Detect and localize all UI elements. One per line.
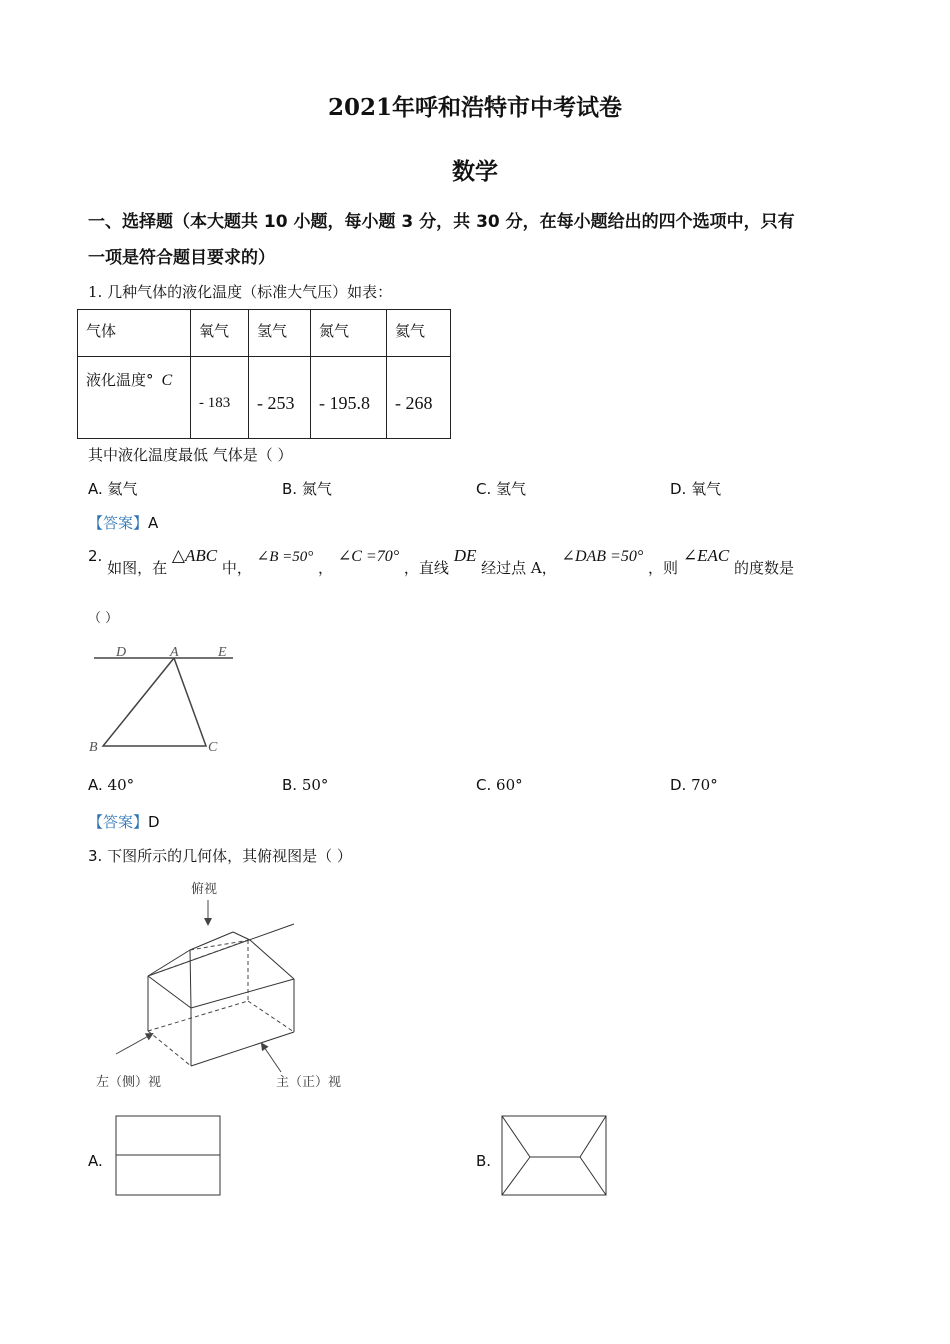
row-label-text: 液化温度°	[86, 371, 154, 389]
q2-math-angle-dab: ∠DAB =50°	[561, 548, 644, 565]
q2-text: ，直线	[403, 559, 449, 577]
q2-math-line-de: DE	[453, 546, 477, 565]
table-cell: - 195.8	[311, 357, 387, 439]
option-text: 40°	[107, 776, 135, 794]
q2-option-a	[88, 776, 134, 794]
q2-text: ，则	[648, 559, 679, 577]
q3-stem	[88, 845, 352, 866]
solid-hidden-edges	[148, 940, 294, 1066]
q2-option-d	[670, 776, 718, 794]
q3-stem-text: 下图所示的几何体，其俯视图是（ ）	[107, 847, 352, 865]
front-view-arrow	[262, 1044, 281, 1072]
q1-stem: 1. 几种气体的液化温度（标准大气压）如表：	[88, 283, 393, 301]
option-text: 氢气	[496, 480, 527, 498]
q2-triangle-figure	[88, 638, 248, 758]
q3-option-a-figure	[114, 1114, 224, 1198]
table-header-cell: 氦气	[387, 310, 451, 357]
q1-option-a	[88, 478, 138, 499]
q1-option-b	[282, 478, 332, 499]
option-text: 70°	[691, 776, 718, 794]
q2-text: 如图，在	[107, 559, 168, 577]
table-row-label	[78, 357, 191, 439]
question-number: 2.	[88, 547, 103, 565]
q2-text: 中，	[221, 559, 252, 577]
table-header-cell: 氮气	[311, 310, 387, 357]
q2-math-angle-b: ∠B =50°	[256, 549, 314, 565]
option-text: 氦气	[107, 480, 138, 498]
label-a: A	[170, 645, 179, 660]
option-b-outer-rect	[502, 1116, 606, 1195]
q3-option-b-label: B.	[476, 1152, 492, 1170]
q2-text: ，	[318, 559, 334, 577]
option-label: D.	[670, 480, 687, 498]
q2-option-b	[282, 776, 328, 794]
label-front-view: 主（正）视	[276, 1074, 342, 1089]
option-label: B.	[282, 776, 298, 794]
table-cell: - 253	[249, 357, 311, 439]
section-heading-line2: 一项是符合题目要求的）	[88, 248, 275, 268]
label-top-view: 俯视	[191, 881, 218, 896]
q2-text: 经过点 A，	[481, 559, 557, 577]
table-cell: - 268	[387, 357, 451, 439]
table-row	[78, 310, 451, 357]
q2-option-c	[476, 776, 523, 794]
option-label: A.	[88, 480, 103, 498]
q2-paren: （ ）	[88, 611, 119, 626]
q3-option-a-label: A.	[88, 1152, 103, 1170]
subject-title: 数学	[452, 158, 498, 185]
table-header-cell: 气体	[78, 310, 191, 357]
q2-stem	[88, 545, 794, 579]
q2-text: 的度数是	[733, 559, 794, 577]
q3-option-b-figure	[500, 1114, 610, 1198]
q2-answer	[88, 811, 160, 832]
section-heading-line1: 一、选择题（本大题共 10 小题，每小题 3 分，共 30 分，在每小题给出的四个选项中，只有	[88, 212, 795, 232]
label-d: D	[116, 645, 127, 660]
triangle-abc	[103, 658, 206, 746]
q1-option-c	[476, 478, 526, 499]
label-c: C	[208, 740, 218, 755]
option-label: B.	[282, 480, 298, 498]
q2-math-angle-c: ∠C =70°	[337, 548, 400, 565]
q1-option-d	[670, 478, 721, 499]
q3-solid-figure	[88, 876, 368, 1098]
option-text: 氧气	[691, 480, 722, 498]
label-b: B	[89, 740, 98, 755]
row-label-unit: C	[161, 372, 173, 389]
table-header-cell: 氢气	[249, 310, 311, 357]
answer-value: A	[148, 514, 159, 532]
option-b-inner-lines	[502, 1116, 606, 1195]
answer-value: D	[148, 813, 160, 831]
table-cell: - 183	[191, 357, 249, 439]
table-header-cell: 氧气	[191, 310, 249, 357]
option-text: 50°	[301, 776, 329, 794]
q1-answer	[88, 512, 158, 533]
option-text: 氮气	[301, 480, 332, 498]
option-label: C.	[476, 480, 492, 498]
option-label: A.	[88, 776, 103, 794]
q2-math-triangle: △ABC	[171, 546, 218, 565]
label-left-view: 左（侧）视	[96, 1074, 162, 1089]
page-title: 2021年呼和浩特市中考试卷	[327, 94, 622, 121]
gas-table	[77, 309, 451, 439]
answer-tag: 【答案】	[88, 813, 149, 831]
label-e: E	[218, 645, 227, 660]
option-text: 60°	[496, 776, 523, 794]
q1-question: 其中液化温度最低 气体是（ ）	[88, 446, 293, 464]
option-label: D.	[670, 776, 687, 794]
q2-math-angle-eac: ∠EAC	[682, 546, 730, 565]
left-view-arrow	[116, 1034, 152, 1054]
answer-tag: 【答案】	[88, 514, 149, 532]
option-label: C.	[476, 776, 492, 794]
question-number: 3.	[88, 847, 103, 865]
table-row	[78, 357, 451, 439]
